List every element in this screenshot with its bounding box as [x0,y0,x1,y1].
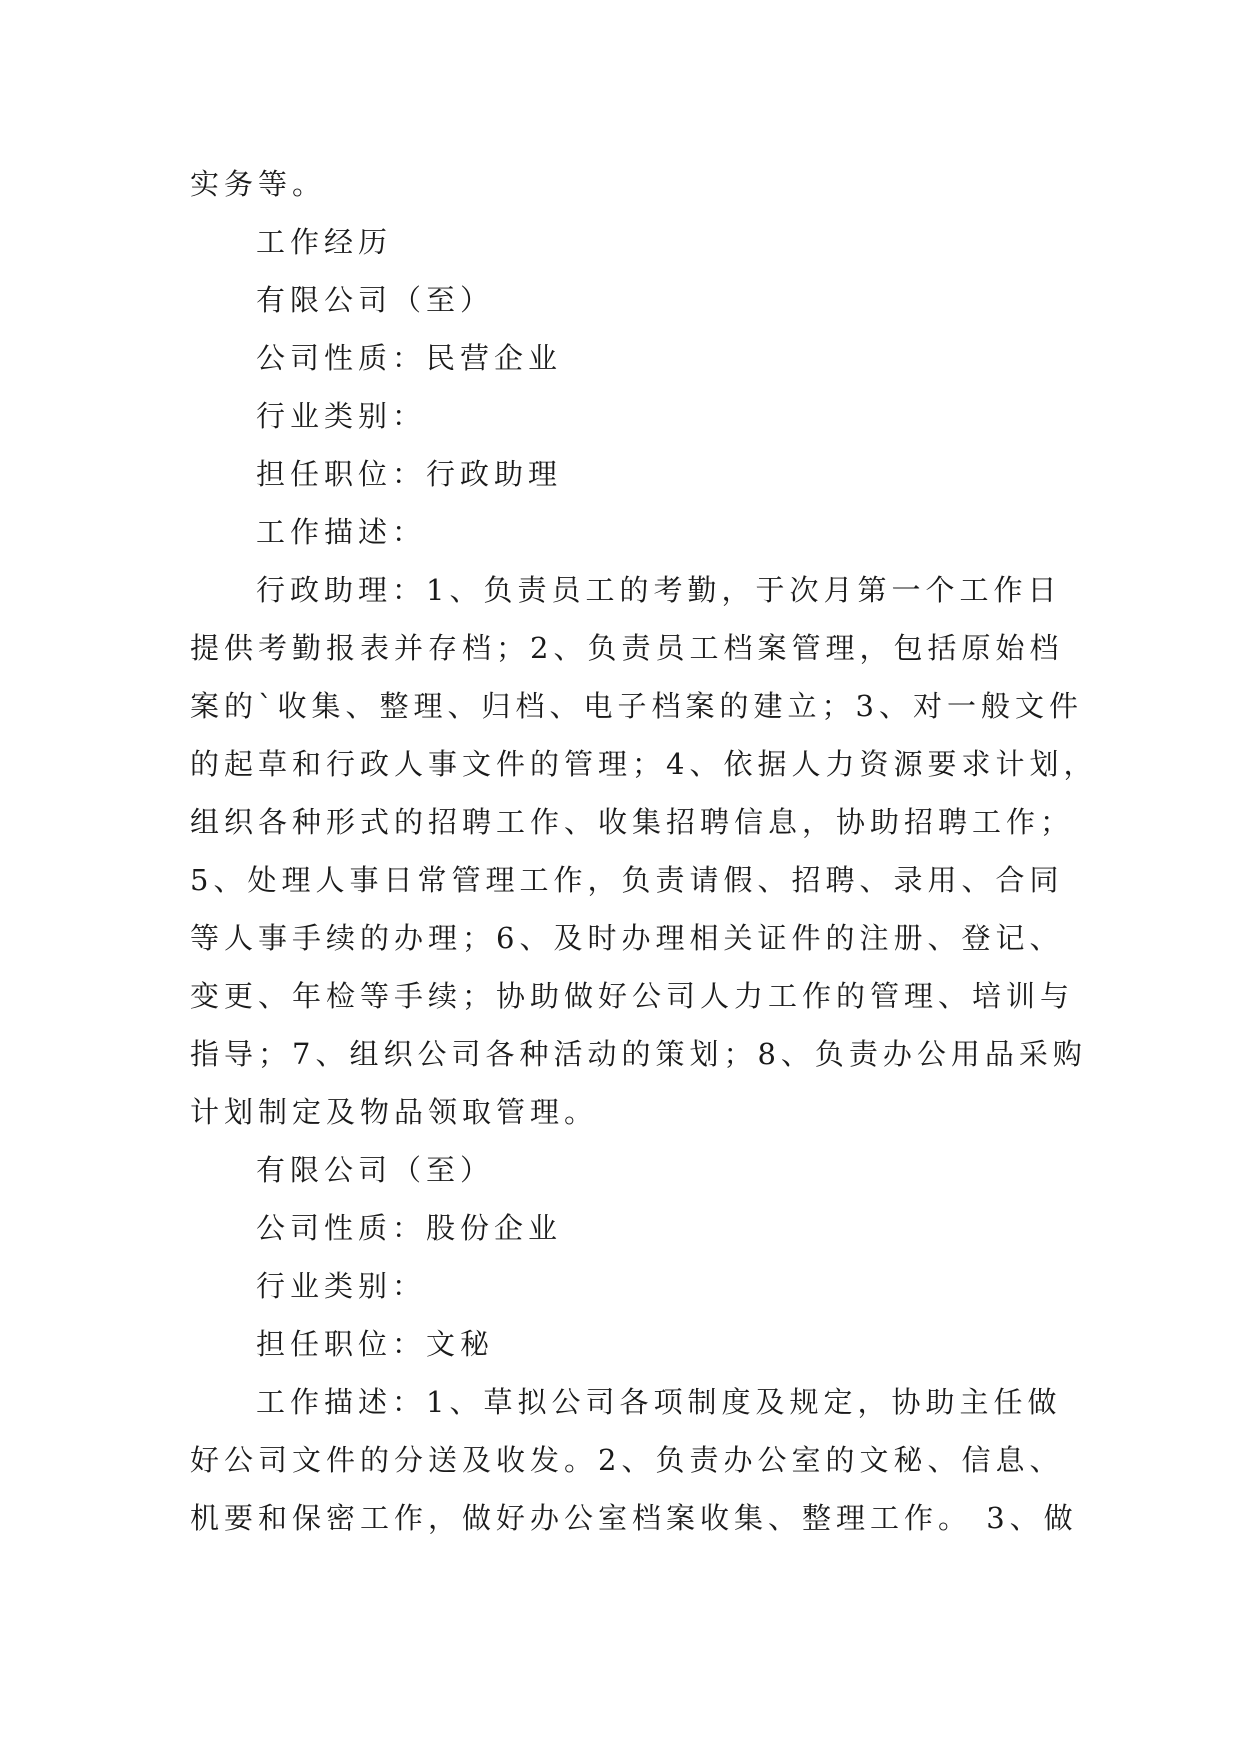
job-description-label: 工作描述： [256,515,427,549]
text-line: 好公司文件的分送及收发。2、负责办公室的文秘、信息、 [190,1443,1064,1477]
job-position: 担任职位：文秘 [256,1327,495,1361]
text-line: 的起草和行政人事文件的管理；4、依据人力资源要求计划， [190,747,1098,781]
job-position: 担任职位：行政助理 [256,457,563,491]
text-line: 案的`收集、整理、归档、电子档案的建立；3、对一般文件 [190,689,1083,723]
text-line: 提供考勤报表并存档；2、负责员工档案管理，包括原始档 [190,631,1064,665]
text-line: 机要和保密工作，做好办公室档案收集、整理工作。 3、做 [190,1501,1078,1535]
industry-category: 行业类别： [256,399,427,433]
company-nature: 公司性质：民营企业 [256,341,563,375]
text-line: 组织各种形式的招聘工作、收集招聘信息，协助招聘工作； [190,805,1075,839]
text-line: 变更、年检等手续；协助做好公司人力工作的管理、培训与 [190,979,1075,1013]
text-line: 5、处理人事日常管理工作，负责请假、招聘、录用、合同 [190,863,1064,897]
text-line: 指导；7、组织公司各种活动的策划；8、负责办公用品采购 [190,1037,1087,1071]
text-line: 计划制定及物品领取管理。 [190,1095,599,1129]
company-name: 有限公司（至） [256,1153,495,1187]
industry-category: 行业类别： [256,1269,427,1303]
text-line: 实务等。 [190,167,327,201]
company-name: 有限公司（至） [256,283,495,317]
company-nature: 公司性质：股份企业 [256,1211,563,1245]
section-heading-work-experience: 工作经历 [256,225,393,259]
text-line: 工作描述：1、草拟公司各项制度及规定，协助主任做 [256,1385,1062,1419]
document-body [190,155,1098,1547]
text-line: 等人事手续的办理；6、及时办理相关证件的注册、登记、 [190,921,1064,955]
text-line: 行政助理：1、负责员工的考勤，于次月第一个工作日 [256,573,1062,607]
